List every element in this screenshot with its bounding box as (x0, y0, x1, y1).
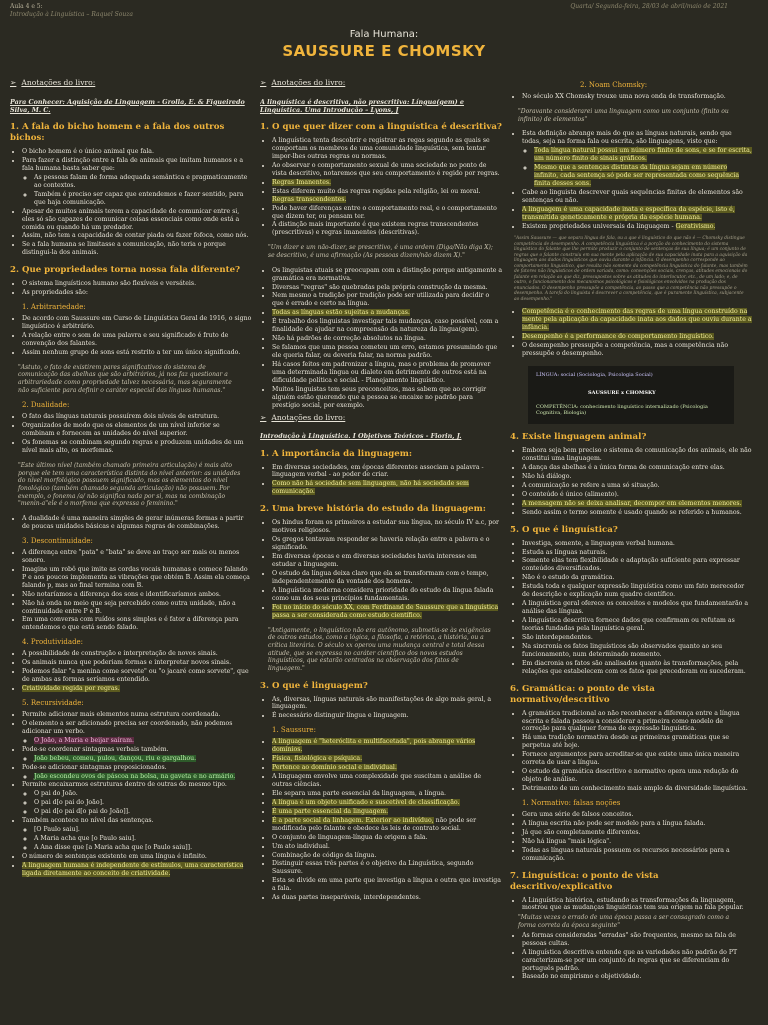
highlight: Foi no início do século XX, com Ferdinand de Saussure que a linguística passa a ser considerada como estudo científico. (272, 603, 499, 619)
bullet-list: • O fato das línguas naturais possuírem dois níveis de estrutura. • Organizados de modo que os elementos de um nível inferior se combinam e fornecem as unidades do nível superior. • Os fonemas se combinam segundo regras e produzem unidades de um nível mais alto, os morfemas. (10, 413, 252, 455)
small-quote: "Assim Saussure — que separa língua de fala, ou a que é linguístico do que não é — Chomsky distingue competência de desempenho. A competência linguística é a porção do conhecimento do sistema linguístico do falante que lhe permite produzir o conjunto de sentenças de sua língua; é um conjunto de regras que o falante construiu em sua mente pela aplicação de sua capacidade inata para a aquisição da linguagem aos dados linguísticos que ouviu durante a infância. O desempenho corresponde ao comportamento linguístico, que resulta não somente da competência linguística do falante, mas também de fatores não linguísticos de ordem variada, como: convenções sociais, crenças, atitudes emocionais do falante em relação ao que diz, pressupostos sobre as atitudes do interlocutor, etc., de um lado; e, de outro, o funcionamento dos mecanismos psicológicos e fisiológicos envolvidos na produção dos enunciados. O desempenho pressupõe a competência, ao passo que a competência não pressupõe o desempenho. A tarefa do linguista é descrever a competência, que é puramente linguística, subjacente ao desempenho." (514, 236, 748, 302)
section-title: 6. Gramática: o ponto de vista normativo/descritivo (510, 683, 655, 705)
columns (10, 75, 758, 1025)
book-reference: Introdução à Linguística. I Objetivos Teóricos - Fiorin, J. (260, 432, 462, 441)
comparison-diagram (528, 366, 734, 424)
column-1 (10, 75, 252, 1025)
quote: "Astuto, o fato de existirem pares significativos do sistema de comunicação das abelhas que são arbitrários, já nos faz questionar a arbitrariedade como propriedade talvez necessária, mas seguramente não suficiente para definir o caráter especial das línguas humanas." (18, 363, 232, 394)
subsection-title: 4. Produtividade: (22, 638, 84, 647)
bullet-list: • A Linguística histórica, estudando as transformações da linguagem, mostrou que as mudanças linguísticas tem sua origem na fala popular. (510, 897, 752, 913)
bullet-list: • A dualidade é uma maneira simples de gerar inúmeras formas a partir de poucas unidades básicas e algumas regras de combinações. (10, 515, 252, 531)
subsection-title: 2. Noam Chomsky: (580, 80, 648, 89)
bullet-list: • No século XX Chomsky trouxe uma nova onda de transformação. (510, 93, 752, 101)
page-header (10, 29, 758, 61)
section-title: 2. Que propriedades torna nossa fala diferente? (10, 265, 241, 276)
page-title: SAUSSURE E CHOMSKY (282, 41, 486, 60)
lesson-label: Aula 4 e 5: (10, 3, 43, 10)
diagram-bottom-label: COMPETÊNCIA: conhecimento linguístico internalizado (Psicologia Cognitiva, Biologia) (536, 404, 708, 417)
bullet-list: • As formas consideradas "erradas" são frequentes, mesmo na fala de pessoas cultas. • A linguística descritiva entende que as variedades não padrão do PT caracterizam-se por um conjunto de regras que se diferenciam do português padrão. • Baseado no empirismo e objetividade. (510, 932, 752, 982)
section-heading: ➢ Anotações do livro: (10, 77, 96, 87)
book-reference: Para Conhecer: Aquisição de Linguagem - Grolla, E. & Figueiredo Silva, M. C. (10, 97, 245, 114)
subsection-title: 1. Normativo: falsas noções (522, 798, 621, 807)
highlight: O João, a Maria e beijar saíram. (34, 736, 134, 744)
bullet-list: • Os hindus foram os primeiros a estudar sua língua, no século IV a.c, por motivos religiosos. • Os gregos tentavam responder se haveria relação entre a palavra e o significado. • Em diversas épocas e em diversas sociedades havia interesse em estudar a linguagem. • O estudo da língua deixa claro que ela se transformam com o tempo, independentemente da vontade dos homens. • A linguística moderna considera prioridade do estudo da língua falada como um dos seus princípios fundamentais. • Foi no início do século XX, com Ferdinand de Saussure que a linguística passa a ser considerada como estudo científico. (260, 519, 502, 619)
section-title: 1. A importância da linguagem: (260, 448, 413, 459)
diagram-top-label: LÍNGUA: social (Sociologia, Psicologia Social) (536, 372, 653, 379)
quote: "Doravante considerarei uma linguagem como um conjunto (finito ou infinito) de elementos" (518, 107, 729, 123)
section-title: 7. Linguística: o ponto de vista descritivo/explicativo (510, 870, 659, 892)
highlight: A linguagem humana é independente de estímulos, uma característica ligada diretamente ao conceito de criatividade. (22, 861, 244, 877)
section-heading: ➢ Anotações do livro: (260, 77, 346, 87)
quote: "Este último nível (também chamado primeira articulação) é mais alto porque ele tem uma característica distinta do nível anterior: as unidades do nível morfológico possuem significado, mas os elementos do nível fonológico (também chamado segunda articulação) não possuem. Por exemplo, o fonema /a/ não significa nada por si, mas na combinação "menin-a"ele é o morfema que expressa o feminino." (18, 462, 241, 508)
section-title: 2. Uma breve história do estudo da linguagem: (260, 504, 486, 515)
subsection-title: 5. Recursividade: (22, 698, 84, 707)
highlight: João escondeu ovos de páscoa na bolsa, na gaveta e no armário. (34, 772, 236, 780)
bullet-list: • Permite adicionar mais elementos numa estrutura coordenada. • O elemento a ser adicionado precisa ser coordenado, não podemos adicionar um verbo. ◦ O João, a Maria e beijar saíram. • Pode-se coordenar sintagmas verbais também. ◦ João bebeu, comeu, pulou, dançou, riu e gargalhou. • Pode-se adicionar sintagmas preposicionados. ◦ João escondeu ovos de páscoa na bolsa, na gaveta e no armário. • Permite encaixarmos estruturas dentro de outras do mesmo tipo. ◦ O pai do João. ◦ O pai d[o pai do João]. ◦ O pai d[o pai d[o pai do João]]. • Também acontece no nível das sentenças. ◦ [O Paulo saiu]. ◦ A Maria acha que [o Paulo saiu]. ◦ A Ana disse que [a Maria acha que [o Paulo saiu]]. • O número de sentenças existente em uma língua é infinito. • A linguagem humana é independente de estímulos, uma característica ligada diretamente ao conceito de criatividade. (10, 711, 252, 878)
bullet-list: • Competência é o conhecimento das regras de uma língua construído na mente pela aplicação da capacidade inata aos dados que ouviu durante a infância. • Desempenho é a performance do comportamento linguístico. • O desempenho pressupõe a competência, mas a competência não pressupõe o desempenho. (510, 308, 752, 358)
subsection-title: 2. Dualidade: (22, 401, 70, 410)
column-3 (510, 75, 752, 1025)
course-label: Introdução à Linguística – Raquel Souza (10, 10, 133, 18)
section-heading: ➢ Anotações do livro: (260, 412, 346, 422)
bullet-list: • Investiga, somente, a linguagem verbal humana. • Estuda as línguas naturais. • Somente elas tem flexibilidade e adaptação suficiente para expressar conteúdos diversificados. • Não é o estudo da gramática. • Estuda toda e qualquer expressão linguística como um fato merecedor de descrição e explicação num quadro científico. • A linguística geral oferece os conceitos e modelos que fundamentarão a análise das línguas. • A linguística descritiva fornece dados que confirmam ou refutam as teorias fundadas pela linguística geral. • São interdependentes. • Na sincronia os fatos linguísticos são observados quanto ao seu funcionamento, num determinado momento. • Em diacronia os fatos são analisados quanto às transformações, pela relações que estabelecem com os fatos que precederam ou sucederam. (510, 540, 752, 676)
bullet-list: • O bicho homem é o único animal que fala. • Para fazer a distinção entre a fala de animais que imitam humanos e a fala humana basta saber que: ◦ As pessoas falam de forma adequada semântica e pragmaticamente ao contextos. ◦ Também é preciso ser capaz que entendemos e fazer sentido, para que haja comunicação. • Apesar de muitos animais terem a capacidade de comunicar entre si, eles só são capazes de comunicar coisas essenciais como onde está a comida ou quando há um predador. • Assim, não tem a capacidade de contar piada ou fazer fofoca, como nós. • Se a fala humana se limitasse a comunicação, não teria o porque distingui-la dos animais. (10, 148, 252, 257)
bullet-list: • A possibilidade de construção e interpretação de novos sinais. • Os animais nunca que poderiam formas e interpretar novos sinais. • Podemos falar "a menina come sorvete" ou "o jacaré come sorvete", que de ambas as formas seríamos entendido. • Criatividade regida por regras. (10, 650, 252, 693)
subsection-title: 1. Saussure: (272, 726, 316, 735)
highlight: Criatividade regida por regras. (22, 685, 120, 693)
top-bar (10, 0, 758, 21)
highlight: Como não há sociedade sem linguagem, não há sociedade sem comunicação. (272, 480, 469, 496)
highlight: Todas as línguas estão sujeitas a mudanças. (272, 309, 410, 317)
bullet-list: • As, diversas, línguas naturais são manifestações de algo mais geral, a linguagem. • É necessário distinguir língua e linguagem. (260, 696, 502, 721)
section-title: 5. O que é linguística? (510, 524, 618, 535)
arrow-icon: ➢ (260, 412, 267, 422)
quote: "Antigamente, o linguístico não era autônomo, submetia-se às exigências de outros estudos, como a lógica, a filosofia, a retórica, a história, ou a crítica literária. O século xx operou uma mudança central e total dessa atitude, que se expressa no caráter científico dos novos estudos linguísticos, que estarão centrados na observação dos fatos de linguagem." (268, 626, 491, 672)
arrow-icon: ➢ (260, 77, 267, 87)
bullet-list: • A linguística tenta descobrir e registrar as regas segundo as quais se comportam os membros de uma comunidade linguística, sem tentar impor-lhes outras regras ou normas. • Ao observar o comportamento sexual de uma sociedade no ponto de vista descritivo, notaremos que seu comportamento é regido por regras. • Regras Imanentes. • Estas diferem muito das regras regidas pela religião, lei ou moral. Regras transcendentes. • Pode haver diferenças entre o comportamento real, e o comportamento que dizem ter, ou pensam ter. • A distinção mais importante é que existem regras transcendentes (prescritivas) e regras imanentes (descritivas). (260, 137, 502, 237)
quote: "Muitas vezes o errado de uma época passa a ser consagrado como a forma correta da época seguinte" (518, 914, 730, 930)
highlight: Regras transcendentes. (272, 195, 347, 203)
quote: "Um dizer e um não-dizer, se prescritivo, é uma ordem (Diga/Não diga X); se descritivo, é uma afirmação (As pessoas dizem/não dizem X)." (268, 244, 493, 259)
bullet-list: • A linguagem é "heteróclita e multifacetada", pois abrange vários domínios. • Física, fisiológica e psíquica. • Pertence ao domínio social e individual. • A linguagem envolve uma complexidade que suscitam a análise de outras ciências. • Ele separa uma parte essencial da linguagem, a língua. • A língua é um objeto unificado e suscetível de classificação. • É uma parte essencial da linguagem. • É a parte social da linhagem. Exterior ao indivíduo, não pode ser modificada pelo falante e obedece às leis de contrato social. • O conjunto de linguagem-língua da origem a fala. • Um ato individual. • Combinação de código da língua. • Distinguir essas três partes é o objetivo da Linguística, segundo Saussure. • Esta se divide em uma parte que investiga a língua e outra que investiga a fala. • As duas partes inseparáveis, interdependentes. (260, 738, 502, 902)
bullet-list: • Os linguistas atuais se preocupam com a distinção porque antigamente a gramática era normativa. • Diversas "regras" são quebradas pela própria construção da mesma. • Nem mesmo a tradição por tradição pode ser utilizada para decidir o que é errado e certo na língua. • Todas as línguas estão sujeitas a mudanças. • É trabalho dos linguistas investigar tais mudanças, caso possível, com a finalidade de ajudar na compreensão da natureza da língua(gem). • Não há padrões de correção absolutos na língua. • Se falamos que uma pessoa cometeu um erro, estamos presumindo que ele queria falar, ou deveria falar, na norma padrão. • Há casos feitos em padronizar a língua, mas o problema de promover uma determinada língua ou dialeto em detrimento de outros está na dificuldade política e social. - Planejamento linguístico. • Muitos linguistas tem seus preconceitos, mas sabem que ao corrigir alguém estão querendo que a pessoa se encaixe no padrão para prestígio social, por exemplo. (260, 267, 502, 410)
section-title: 4. Existe linguagem animal? (510, 432, 647, 443)
highlight: João bebeu, comeu, pulou, dançou, riu e gargalhou. (34, 754, 197, 762)
date-label: Quarta/ Segunda-feira, 28/03 de abril/maio de 2021 (570, 3, 728, 10)
bullet-list: • A diferença entre "pata" e "bata" se deve ao traço ser mais ou menos sonoro. • Imagine um robô que imite as cordas vocais humanas e comece falando P e aos poucos implementa as vibrações que obtém B. Assim ela começa falando p, mas ao final termina com B. • Não notaríamos a diferença dos sons e identificaríamos ambos. • Não há onda no meio que seja percebido como outra unidade, não a continuidade entre P e B. • Em uma conversa com ruídos sons simples e é fator a diferença para entendemos o que está sendo falado. (10, 549, 252, 632)
bullet-list: • Embora seja bem preciso o sistema de comunicação dos animais, ele não constitui uma linguagem. • A dança das abelhas é a única forma de comunicação entre elas. • Não há diálogo. • A comunicação se refere a uma só situação. • O conteúdo é único (alimento). • A mensagem não se deixa analisar, decompor em elementos menores. • Sendo assim o termo somente é usado quando se referido a humanos. (510, 447, 752, 517)
column-2 (260, 75, 502, 1025)
highlight: Regras Imanentes. (272, 178, 331, 186)
diagram-center-label: SAUSSURE x CHOMSKY (588, 390, 656, 397)
bullet-list: • Esta definição abrange mais do que as línguas naturais, sendo que todas, seja na forma fala ou escrita, são linguagens, visto que: ◦ Toda língua natural possui um número finito de sons, e se for escrita, um número finito de sinais gráficos. ◦ Mesmo que a sentenças distintas da língua sejam em número infinito, cada sentença só pode ser representada como sequência finita desses sons. • Cabe ao linguista descrever quais sequências finitas de elementos são sentenças ou não. • A linguagem é uma capacidade inata e específica da espécie, isto é, transmitida geneticamente e própria da espécie humana. • Existem propriedades universais da linguagem - Gerativismo. (510, 130, 752, 230)
page-subtitle: Fala Humana: (349, 29, 419, 40)
subsection-title: 3. Descontinuidade: (22, 537, 93, 546)
section-title: 1. A fala do bicho homem e a fala dos outros bichos: (10, 122, 225, 144)
bullet-list: • Gera uma série de falsos conceitos. • A língua escrita não pode ser modelo para a língua falada. • Já que são completamente diferentes. • Não há língua "mais lógica". • Todas as línguas naturais possuem os recursos necessários para a comunicação. (510, 811, 752, 863)
bullet-list: • O sistema linguísticos humano são flexíveis e versáteis. • As propriedades são: (10, 280, 252, 297)
book-reference: A linguística é descritiva, não prescritiva: Língua(gem) e Linguística. Uma Introdução – Lyons, J (260, 97, 464, 114)
bullet-list: • A gramática tradicional ao não reconhecer a diferença entre a língua escrita e falada passou a considerar a primeira como modelo de correção para qualquer forma de expressão linguística. • Há uma tradição normativa desde as primeiras gramáticas que se perpetua até hoje. • Fornece argumentos para acreditar-se que existe uma única maneira correta de usar a língua. • O estudo da gramática descritivo e normativo opera uma redução do objeto de análise. • Detrimento de um conhecimento mais amplo da diversidade linguística. (510, 710, 752, 793)
subsection-title: 1. Arbitrariedade: (22, 303, 86, 312)
arrow-icon: ➢ (10, 77, 17, 87)
bullet-list: • De acordo com Saussure em Curso de Linguística Geral de 1916, o signo linguístico é arbitrário. • A relação entre o som de uma palavra e seu significado é fruto de convenção dos falantes. • Assim nenhum grupo de sons está restrito a ter um único significado. (10, 315, 252, 357)
section-title: 3. O que é linguagem? (260, 680, 368, 691)
bullet-list: • Em diversas sociedades, em épocas diferentes associam a palavra - linguagem verbal - ao poder de criar. • Como não há sociedade sem linguagem, não há sociedade sem comunicação. (260, 464, 502, 497)
section-title: 1. O que quer dizer com a linguística é descritiva? (260, 122, 502, 133)
